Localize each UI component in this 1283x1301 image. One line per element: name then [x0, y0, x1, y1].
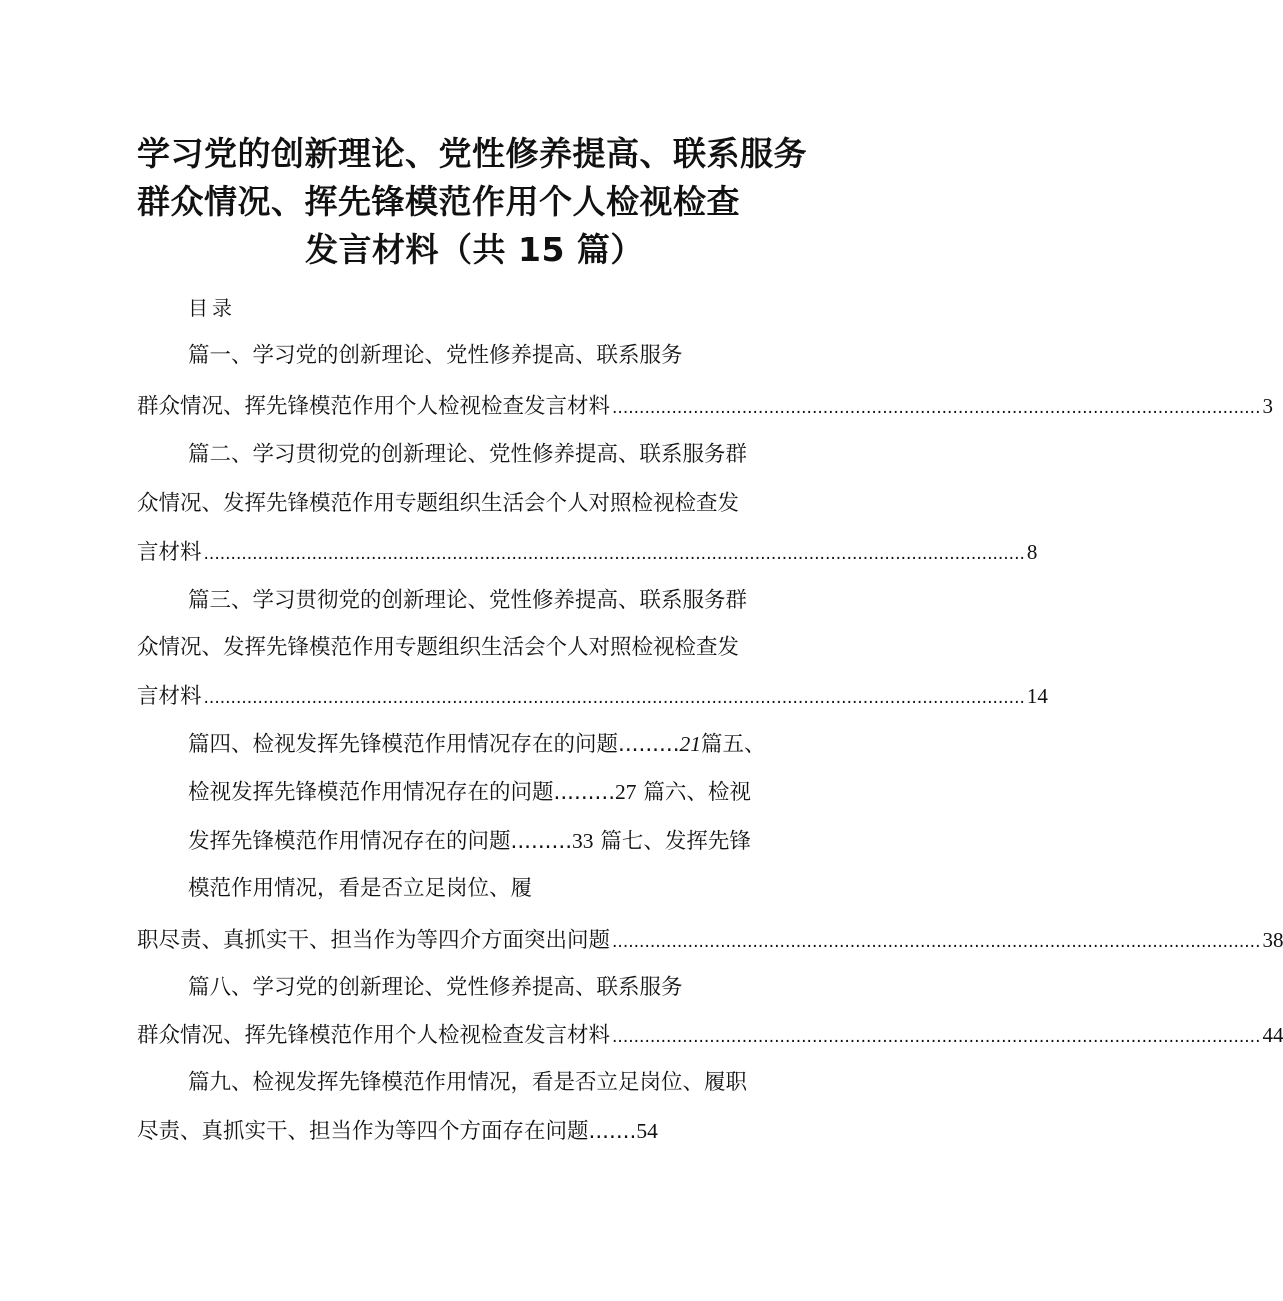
document-title: [137, 130, 807, 274]
toc-entry-4-text: 篇四、检视发挥先锋模范作用情况存在的问题: [188, 732, 619, 757]
toc-entry-2-line-2[interactable]: 众情况、发挥先锋模范作用专题组织生活会个人对照检视检查发: [137, 491, 740, 516]
toc-entry-6-text: 发挥先锋模范作用情况存在的问题: [188, 829, 511, 854]
toc-entry-5-head: 篇五、: [701, 732, 766, 757]
title-line-1: 学习党的创新理论、党性修养提高、联系服务: [137, 134, 807, 173]
toc-entry-text: 言材料: [137, 540, 202, 565]
toc-entry-8-line-2[interactable]: [137, 1020, 1283, 1052]
toc-entry-3-line-3[interactable]: [137, 681, 1048, 713]
toc-entry-5-line[interactable]: [188, 777, 751, 808]
toc-entry-7-line-1[interactable]: 模范作用情况，看是否立足岗位、履: [188, 876, 533, 901]
toc-entry-1-line-1[interactable]: 篇一、学习党的创新理论、党性修养提高、联系服务: [188, 343, 683, 368]
toc-page-number: 14: [1026, 684, 1048, 708]
toc-leader-dots: .......: [588, 1119, 637, 1144]
toc-entry-text: 群众情况、挥先锋模范作用个人检视检查发言材料: [137, 394, 611, 419]
toc-page-number: 38: [1262, 928, 1283, 952]
toc-leader-dots: ........................................................................................................................................................: [203, 688, 1025, 708]
toc-entry-6-page: 33: [572, 829, 594, 853]
toc-leader-dots: .........: [618, 732, 680, 757]
toc-entry-9-line-2[interactable]: [137, 1116, 658, 1147]
toc-entry-text: 群众情况、挥先锋模范作用个人检视检查发言材料: [137, 1023, 611, 1048]
toc-entry-6-head: 篇六、检视: [636, 780, 751, 805]
toc-entry-2-line-1[interactable]: 篇二、学习贯彻党的创新理论、党性修养提高、联系服务群: [188, 442, 748, 467]
toc-entry-2-line-3[interactable]: [137, 537, 1038, 569]
toc-entry-9-line-1[interactable]: 篇九、检视发挥先锋模范作用情况，看是否立足岗位、履职: [188, 1070, 748, 1095]
toc-entry-6-line[interactable]: [188, 826, 751, 857]
title-line-3: 发言材料（共 15 篇）: [305, 230, 644, 269]
toc-entry-7-line-2[interactable]: [137, 925, 1283, 957]
toc-page-number: 8: [1026, 540, 1038, 564]
title-line-2: 群众情况、挥先锋模范作用个人检视检查: [137, 182, 740, 221]
toc-entry-text: 职尽责、真抓实干、担当作为等四介方面突出问题: [137, 928, 611, 953]
toc-entry-8-line-1[interactable]: 篇八、学习党的创新理论、党性修养提高、联系服务: [188, 975, 683, 1000]
toc-entry-9-page: 54: [636, 1119, 658, 1143]
toc-entry-3-line-1[interactable]: 篇三、学习贯彻党的创新理论、党性修养提高、联系服务群: [188, 588, 748, 613]
toc-entry-1-line-2[interactable]: [137, 391, 1273, 423]
toc-leader-dots: ........................................................................................................................: [612, 932, 1261, 952]
toc-leader-dots: ........................................................................................................................: [612, 1027, 1261, 1047]
toc-entry-5-page: 27: [615, 780, 637, 804]
toc-heading: 目录: [188, 296, 236, 320]
toc-leader-dots: .........: [510, 829, 573, 854]
toc-page-number: 3: [1262, 394, 1273, 418]
toc-entry-5-text: 检视发挥先锋模范作用情况存在的问题: [188, 780, 554, 805]
toc-page-number: 44: [1262, 1023, 1283, 1047]
toc-leader-dots: ........................................................................................................................: [612, 398, 1261, 418]
toc-entry-4-page: 21: [679, 732, 702, 756]
toc-entry-7-head: 篇七、发挥先锋: [593, 829, 751, 854]
toc-entry-3-line-2[interactable]: 众情况、发挥先锋模范作用专题组织生活会个人对照检视检查发: [137, 635, 740, 660]
toc-leader-dots: .........: [553, 780, 616, 805]
toc-entry-9-text: 尽责、真抓实干、担当作为等四个方面存在问题: [137, 1119, 589, 1144]
toc-entry-text: 言材料: [137, 684, 202, 709]
toc-entry-4-line[interactable]: [188, 729, 766, 760]
toc-leader-dots: ........................................................................................................................................................: [203, 544, 1025, 564]
